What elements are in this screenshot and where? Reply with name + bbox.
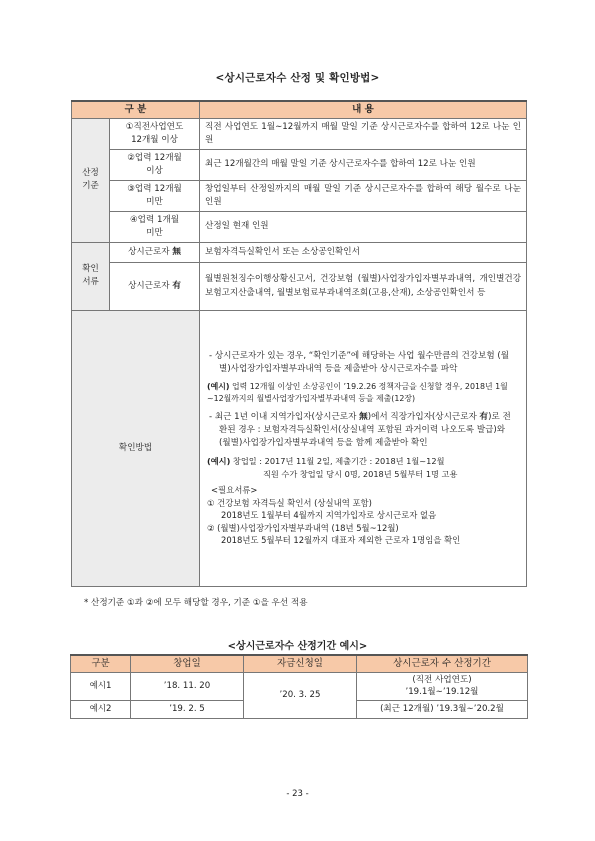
start-date: ’18. 11. 20	[131, 672, 244, 700]
docs-group-label: 확인 서류	[72, 242, 110, 310]
calc-content: 최근 12개월간의 매월 말일 기준 상시근로자수를 합하여 12로 나눈 인원	[200, 149, 527, 180]
method-example	[207, 455, 519, 480]
bullet-text: )에서 직장가입자(상시근로자	[367, 412, 480, 423]
table-row	[72, 118, 527, 149]
table-row	[71, 672, 528, 700]
column-header: 창업일	[131, 655, 244, 672]
calc-sub-label: ②업력 12개월 이상	[110, 149, 200, 180]
section-title: <상시근로자수 산정기간 예시>	[227, 641, 368, 652]
period-cell: (최근 12개월) ’19.3월∼’20.2월	[357, 700, 528, 718]
calc-sub-label: ③업력 12개월 미만	[110, 180, 200, 211]
table-header-row	[72, 101, 527, 118]
docs-sub-label	[110, 262, 200, 310]
row-label: 예시2	[71, 700, 131, 718]
method-bullet: - 상시근로자가 있는 경우, “확인기준”에 해당하는 사업 월수만큼의 건강보험 (월별)사업장가입자별부과내역 등을 제출받아 상시근로자수를 파악	[209, 351, 510, 375]
required-docs	[207, 484, 519, 547]
column-header: 자금신청일	[244, 655, 357, 672]
docs-content: 보험자격득실확인서 또는 소상공인확인서	[200, 242, 527, 262]
required-doc-item: ① 건강보험 자격득실 확인서 (상실내역 포함)	[207, 497, 372, 508]
bullet-text: - 최근 1년 이내 지역가입자(상시근로자	[209, 412, 360, 423]
period-example-table	[70, 654, 528, 719]
period-text: ’19.1월∼’19.12월	[405, 687, 479, 697]
example-label: (예시)	[207, 456, 231, 467]
required-docs-title: <필요서류>	[211, 485, 258, 496]
example-text: 직원 수가 창업일 당시 0명, 2018년 5월부터 1명 고용	[263, 468, 458, 479]
method-example	[207, 381, 519, 405]
bullet-mark: 無	[359, 412, 368, 423]
column-header: 상시근로자 수 산정기간	[357, 655, 528, 672]
table-row	[72, 211, 527, 242]
start-date: ’19. 2. 5	[131, 700, 244, 718]
table-row	[72, 310, 527, 586]
table-header-row	[71, 655, 528, 672]
footnote: * 산정기준 ①과 ②에 모두 해당할 경우, 기준 ①을 우선 적용	[84, 598, 308, 608]
header-content: 내 용	[200, 101, 527, 118]
calc-content: 창업일부터 산정일까지의 매월 말일 기준 상시근로자수를 합하여 해당 월수로 나눈 인원	[200, 180, 527, 211]
example-text: 창업일 : 2017년 11월 2일, 제출기간 : 2018년 1월~12월	[230, 456, 445, 467]
table-row	[72, 149, 527, 180]
method-content	[200, 310, 527, 586]
required-doc-item: ② (월별)사업장가입자별부과내역 (18년 5월~12월)	[207, 522, 399, 533]
required-doc-detail: 2018년도 5월부터 12월까지 대표자 제외한 근로자 1명임을 확인	[221, 535, 461, 546]
docs-sub-label	[110, 242, 200, 262]
column-header: 구분	[71, 655, 131, 672]
row-label: 예시1	[71, 672, 131, 700]
calc-method-table	[71, 100, 527, 587]
calc-sub-label: ①직전사업연도 12개월 이상	[110, 118, 200, 149]
table-row	[72, 180, 527, 211]
example-label: (예시)	[207, 382, 230, 392]
bullet-mark: 有	[479, 412, 489, 423]
calc-sub-label: ④업력 1개월 미만	[110, 211, 200, 242]
docs-content: 월별원천징수이행상황신고서, 건강보험 (월별)사업장가입자별부과내역, 개인별건강보험고지산출내역, 월별보험료부과내역조회(고용,산재), 소상공인확인서 등	[200, 262, 527, 310]
calc-group-label: 산정 기준	[72, 118, 110, 242]
example-text: 업력 12개월 이상인 소상공인이 ’19.2.26 정책자금을 신청할 경우, 2018년 1월~12월까지의 월별사업장가입자별부과내역 등을 제출(12장)	[207, 382, 508, 404]
docs-sub-mark: 有	[172, 280, 181, 291]
calc-content: 직전 사업연도 1월∼12월까지 매월 말일 기준 상시근로자수를 합하여 12로 나눈 인원	[200, 118, 527, 149]
bullet-text: )로 전환된 경우 : 보험자격득실확인서(상실내역 포함된 과거이력 나오도록 발급)와 (월별)사업장가입자별부과내역 등을 함께 제출받아 확인	[219, 412, 511, 449]
docs-sub-text: 상시근로자	[128, 280, 173, 291]
method-label: 확인방법	[72, 310, 200, 586]
page-number: - 23 -	[286, 789, 309, 799]
period-text: (직전 사업연도)	[412, 675, 472, 685]
doc-title: <상시근로자수 산정 및 확인방법>	[215, 72, 380, 84]
apply-date: ’20. 3. 25	[244, 672, 357, 718]
table-row	[72, 262, 527, 310]
docs-sub-text: 상시근로자	[128, 246, 173, 257]
header-category: 구 분	[72, 101, 200, 118]
table-row	[72, 242, 527, 262]
calc-content: 산정일 현재 인원	[200, 211, 527, 242]
required-doc-detail: 2018년도 1월부터 4월까지 지역가입자로 상시근로자 없음	[221, 510, 437, 521]
method-bullet	[207, 411, 519, 450]
period-cell	[357, 672, 528, 700]
docs-sub-mark: 無	[172, 246, 181, 257]
